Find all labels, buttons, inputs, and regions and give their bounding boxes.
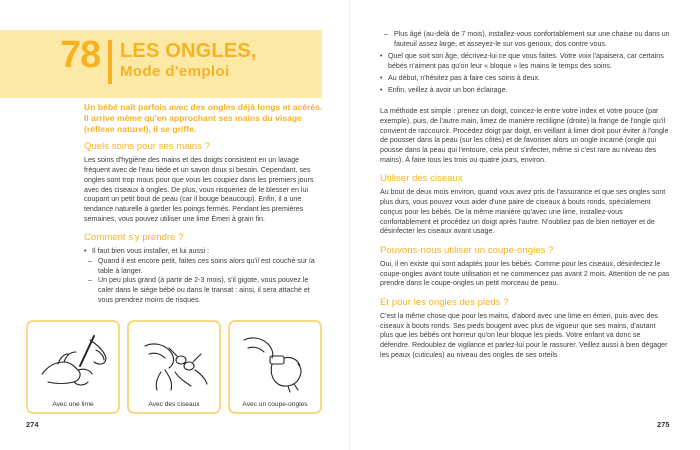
list-item: – Plus âgé (au-delà de 7 mois), installez-vous confortablement sur une chaise ou dans un fauteuil assez large, et asseyez-le sur vos genoux, dos contre vous.	[380, 30, 670, 49]
list-item: • Il faut bien vous installer, et lui aussi :	[84, 247, 324, 257]
figure-caption: Avec une lime	[52, 401, 94, 408]
figure-caption: Avec des ciseaux	[148, 401, 200, 408]
list-item: • Enfin, veillez à avoir un bon éclairage.	[380, 86, 670, 96]
paragraph-pieds: C'est la même chose que pour les mains, d'abord avec une lime en émeri, puis avec des ciseaux à bouts ronds. Ses pieds bougent avec plus de vigueur que ses mains, d'autant plus que les bébés ont horreur qu'on leur bloque les pieds. Votre enfant va donc se défendre. Redoublez de vigilance et parlez-lui pour le rassurer. Veillez aussi à bien dégager les peaux (cuticules) au niveau des ongles de ses orteils	[380, 312, 668, 359]
bullet-list-right	[380, 30, 670, 95]
figure-ciseaux	[127, 320, 221, 414]
chapter-subtitle: Mode d'emploi	[120, 63, 230, 80]
figure-lime	[26, 320, 120, 414]
list-item: – Un peu plus grand (à partir de 2-3 mois), s'il gigote, vous pouvez le caler dans le siège bébé ou dans le transat : ainsi, il sera attaché et vous prendrez moins de risques.	[84, 276, 324, 305]
heading-comment: Comment s'y prendre ?	[84, 232, 184, 244]
intro-paragraph: Un bébé naît parfois avec des ongles déjà longs et acérés. Il arrive même qu'en approchant ses mains du visage (réflexe naturel), il se griffe.	[84, 102, 323, 134]
page-number-left: 274	[26, 420, 39, 429]
list-item: • Quel que soit son âge, décrivez-lui ce que vous faites. Votre voix l'apaisera, car certains bébés n'aiment pas qu'on leur « bloque » les mains le temps des soins.	[380, 52, 670, 71]
paragraph-soins: Les soins d'hygiène des mains et des doigts consistent en un lavage fréquent avec de l'eau tiède et un savon doux si besoin. Cependant, ses ongles sont trop mous pour que vous les coupiez dans les premiers jours avec des ciseaux à ongles. De plus, vous risqueriez de le blesser en lui coupant un petit bout de peau (car il bouge beaucoup). Enfin, il a une tendance naturelle à garder les poings fermés. Pendant les premières semaines, vous pouvez utiliser une lime Émeri à grain fin.	[84, 156, 314, 223]
paragraph-coupe-ongles: Oui, il en existe qui sont adaptés pour les bébés. Comme pour les ciseaux, désinfectez le coupe-ongles avant toute utilisation et ne commencez pas avant 2 mois. Attention de ne pas prendre dans le coupe-ongles un petit morceau de peau.	[380, 259, 670, 288]
illustrations	[26, 320, 322, 414]
chapter-number: 78	[60, 34, 101, 76]
left-body	[84, 102, 324, 306]
heading-soins: Quels soins pour ses mains ?	[84, 141, 210, 153]
heading-ciseaux: Utiliser des ciseaux	[380, 173, 463, 185]
hand-file-icon	[34, 326, 114, 396]
bullet-list-left	[84, 247, 324, 305]
chapter-title: LES ONGLES,	[120, 40, 257, 62]
paragraph-ciseaux: Au bout de deux mois environ, quand vous avez pris de l'assurance et que ses ongles sont plus durs, vous pouvez vous aider d'une paire de ciseaux à bouts ronds, spécialement conçus pour les bébés. De la même manière qu'avec une lime, installez-vous confortablement et procédez un doigt après l'autre. N'oubliez pas de bien nettoyer et de désinfecter les ciseaux avant usage.	[380, 188, 666, 236]
list-item: • Au début, n'hésitez pas à faire ces soins à deux.	[380, 74, 670, 84]
page-number-right: 275	[657, 420, 670, 429]
figure-coupe-ongles	[228, 320, 322, 414]
heading-pieds: Et pour les ongles des pieds ?	[380, 297, 509, 309]
right-body	[380, 30, 670, 361]
paragraph-methode: La méthode est simple : prenez un doigt, coincez-le entre votre index et votre pouce (par exemple), puis, de l'autre main, limez de manière rectiligne (droite) la frange de l'ongle qu'il convient de raccourcir. Procédez doigt par doigt, en veillant à limer droit pour éviter à l'ongle de pousser dans la peau (sur les côtés) et de favoriser alors un ongle incarné (ongle qui pousse dans la peau qui l'entoure, cela peut s'infecter, même si c'est rare au niveau des mains). À faire tous les trois ou quatre jours, environ.	[380, 107, 669, 164]
hand-nail-clipper-icon	[236, 326, 316, 396]
list-item: – Quand il est encore petit, faites ces soins alors qu'il est couché sur la table à langer.	[84, 257, 324, 276]
hand-scissors-icon	[135, 326, 215, 396]
chapter-divider	[108, 40, 112, 84]
figure-caption: Avec un coupe-ongles	[242, 401, 308, 408]
heading-coupe-ongles: Pouvons-nous utiliser un coupe-ongles ?	[380, 244, 554, 256]
